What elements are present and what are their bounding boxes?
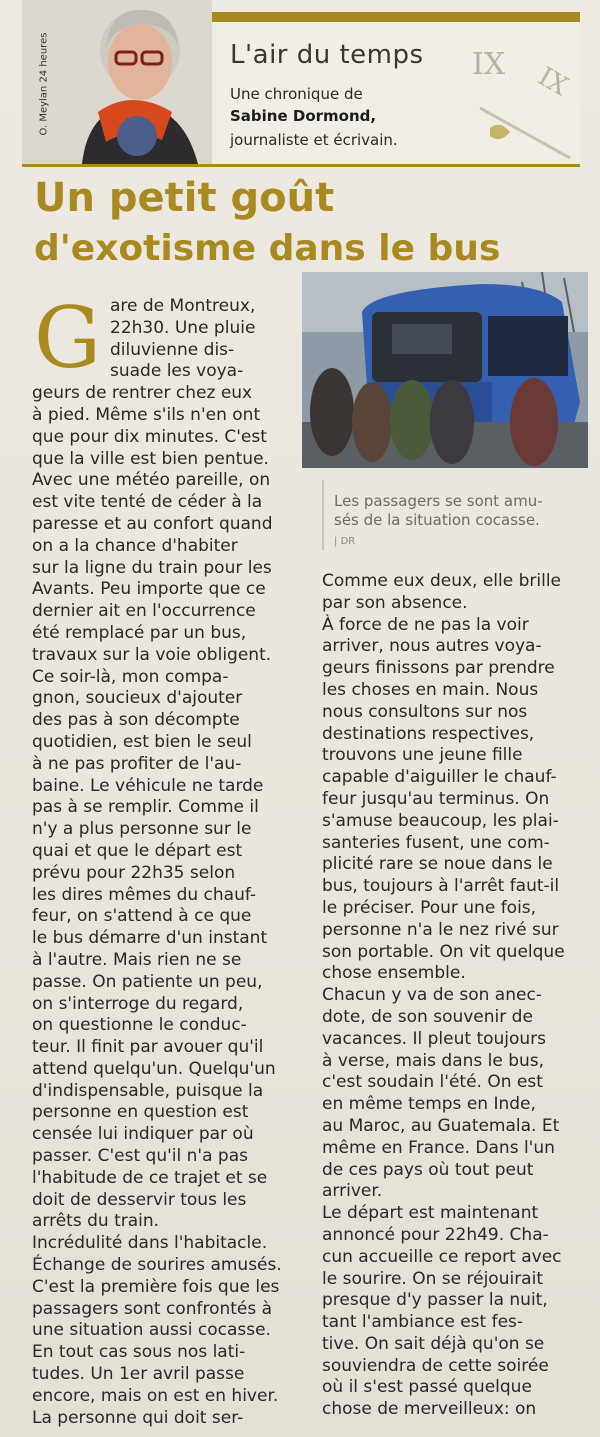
article-line: feur, on s'attend à ce que	[32, 906, 252, 927]
article-line: presque d'y passer la nuit,	[322, 1290, 548, 1311]
article-line: 22h30. Une pluie	[110, 317, 256, 338]
article-line: tant l'ambiance est fes-	[322, 1312, 524, 1333]
article-line: en même temps en Inde,	[322, 1094, 536, 1115]
article-line: censée lui indiquer par où	[32, 1124, 254, 1145]
article-line: les choses en main. Nous	[322, 679, 539, 700]
photo-caption: Les passagers se sont amu- sés de la situation cocasse.	[334, 492, 543, 529]
svg-text:IX: IX	[472, 47, 506, 82]
article-line: encore, mais on est en hiver.	[32, 1385, 279, 1406]
article-line: santeries fusent, une com-	[322, 832, 550, 853]
article-line: l'habitude de ce trajet et se	[32, 1167, 268, 1188]
article-line: paresse et au confort quand	[32, 513, 273, 534]
article-line: passagers sont confrontés à	[32, 1298, 273, 1319]
article-line: n'y a plus personne sur le	[32, 819, 252, 840]
article-line: arriver, nous autres voya-	[322, 636, 542, 657]
article-line: travaux sur la voie obligent.	[32, 644, 272, 665]
article-line: souviendra de cette soirée	[322, 1355, 549, 1376]
article-line: cun accueille ce report avec	[322, 1246, 562, 1267]
article-line: à ne pas profiter de l'au-	[32, 753, 242, 774]
article-line: tive. On sait déjà qu'on se	[322, 1333, 545, 1354]
article-line: on s'interroge du regard,	[32, 993, 244, 1014]
article-column-left	[32, 289, 304, 1429]
article-line: diluvienne dis-	[110, 339, 235, 360]
article-line: quai et que le départ est	[32, 840, 243, 861]
article-line: capable d'aiguiller le chauf-	[322, 767, 557, 788]
article-line: are de Montreux,	[110, 296, 256, 316]
article-line: quotidien, est bien le seul	[32, 731, 252, 752]
article-line: été remplacé par un bus,	[32, 622, 247, 643]
article-line: annoncé pour 22h49. Cha-	[322, 1224, 549, 1245]
article-line: arrêts du train.	[32, 1211, 160, 1232]
article-line: baine. Le véhicule ne tarde	[32, 775, 264, 796]
article-line: à l'autre. Mais rien ne se	[32, 949, 242, 970]
article-line: nous consultons sur nos	[322, 701, 528, 722]
article-line: où il s'est passé quelque	[322, 1377, 532, 1398]
article-line: Avec une météo pareille, on	[32, 470, 271, 491]
article-line: La personne qui doit ser-	[32, 1407, 244, 1428]
headline-line-2: d'exotisme dans le bus	[34, 228, 501, 269]
article-line: personne n'a le nez rivé sur	[322, 919, 559, 940]
article-line: que la ville est bien pentue.	[32, 448, 269, 469]
article-line: de ces pays où tout peut	[322, 1159, 534, 1180]
author-role: journaliste et écrivain.	[230, 131, 398, 149]
article-line: arriver.	[322, 1181, 383, 1202]
svg-text:IX: IX	[532, 61, 573, 103]
article-line: suade les voya-	[110, 361, 244, 382]
article-column-right	[322, 571, 584, 1421]
article-line: passer. C'est qu'il n'a pas	[32, 1146, 248, 1167]
article-line: teur. Il finit par avouer qu'il	[32, 1037, 264, 1058]
article-line: Avants. Peu importe que ce	[32, 579, 266, 600]
article-line: trouvons une jeune fille	[322, 745, 523, 766]
clock-face-icon	[460, 28, 580, 160]
caption-rule	[322, 480, 324, 550]
article-line: Le départ est maintenant	[322, 1203, 539, 1224]
article-line: C'est la première fois que les	[32, 1276, 280, 1297]
drop-cap: G	[34, 289, 102, 387]
article-line: personne en question est	[32, 1102, 249, 1123]
article-line: Chacun y va de son anec-	[322, 985, 542, 1006]
article-line: on a la chance d'habiter	[32, 535, 238, 556]
article-line: Comme eux deux, elle brille	[322, 571, 562, 591]
article-line: des pas à son décompte	[32, 710, 240, 731]
article-line: À force de ne pas la voir	[322, 614, 529, 635]
article-line: les dires mêmes du chauf-	[32, 884, 257, 905]
article-line: Incrédulité dans l'habitacle.	[32, 1233, 268, 1254]
article-line: Ce soir-là, mon compa-	[32, 666, 229, 687]
article-line: doit de desservir tous les	[32, 1189, 247, 1210]
article-line: d'indispensable, puisque la	[32, 1080, 264, 1101]
article-line: destinations respectives,	[322, 723, 535, 744]
photo-credit: | DR	[334, 536, 356, 547]
article-line: chose de merveilleux: on	[322, 1399, 537, 1420]
article-line: geurs finissons par prendre	[322, 658, 555, 679]
article-line: est vite tenté de céder à la	[32, 492, 263, 513]
headline-line-1: Un petit goût	[34, 175, 335, 221]
article-line: le bus démarre d'un instant	[32, 928, 268, 949]
article-line: au Maroc, au Guatemala. Et	[322, 1115, 560, 1136]
article-line: s'amuse beaucoup, les plai-	[322, 810, 559, 831]
article-line: le sourire. On se réjouirait	[322, 1268, 543, 1289]
article-line: gnon, soucieux d'ajouter	[32, 688, 243, 709]
article-line: même en France. Dans l'un	[322, 1137, 555, 1158]
article-line: bus, toujours à l'arrêt faut-il	[322, 876, 560, 897]
article-line: En tout cas sous nos lati-	[32, 1342, 246, 1363]
column-rubric: L'air du temps	[230, 40, 424, 70]
bus-photo	[302, 272, 588, 468]
article-line: passe. On patiente un peu,	[32, 971, 263, 992]
article-line: sur la ligne du train pour les	[32, 557, 272, 578]
byline-intro: Une chronique de	[230, 85, 363, 103]
article-line: à pied. Même s'ils n'en ont	[32, 404, 261, 425]
article-line: tudes. Un 1er avril passe	[32, 1364, 245, 1385]
article-line: le préciser. Pour une fois,	[322, 897, 537, 918]
author-name: Sabine Dormond,	[230, 107, 377, 125]
article-line: geurs de rentrer chez eux	[32, 383, 253, 404]
article-line: dote, de son souvenir de	[322, 1006, 533, 1027]
article-line: pas à se remplir. Comme il	[32, 797, 259, 818]
article-line: chose ensemble.	[322, 963, 466, 984]
article-line: attend quelqu'un. Quelqu'un	[32, 1058, 276, 1079]
article-line: Échange de sourires amusés.	[32, 1255, 282, 1276]
author-photo-credit: O. Meylan 24 heures	[38, 32, 50, 136]
article-line: plicité rare se noue dans le	[322, 854, 553, 875]
article-line: feur jusqu'au terminus. On	[322, 788, 550, 809]
article-line: une situation aussi cocasse.	[32, 1320, 271, 1341]
article-line: c'est soudain l'été. On est	[322, 1072, 543, 1093]
article-line: que pour dix minutes. C'est	[32, 426, 267, 447]
article-line: on questionne le conduc-	[32, 1015, 247, 1036]
article-line: à verse, mais dans le bus,	[322, 1050, 545, 1071]
article-line: son portable. On vit quelque	[322, 941, 565, 962]
article-line: prévu pour 22h35 selon	[32, 862, 236, 883]
article-line: vacances. Il pleut toujours	[322, 1028, 547, 1049]
article-line: dernier ait en l'occurrence	[32, 601, 256, 622]
article-line: par son absence.	[322, 592, 468, 613]
